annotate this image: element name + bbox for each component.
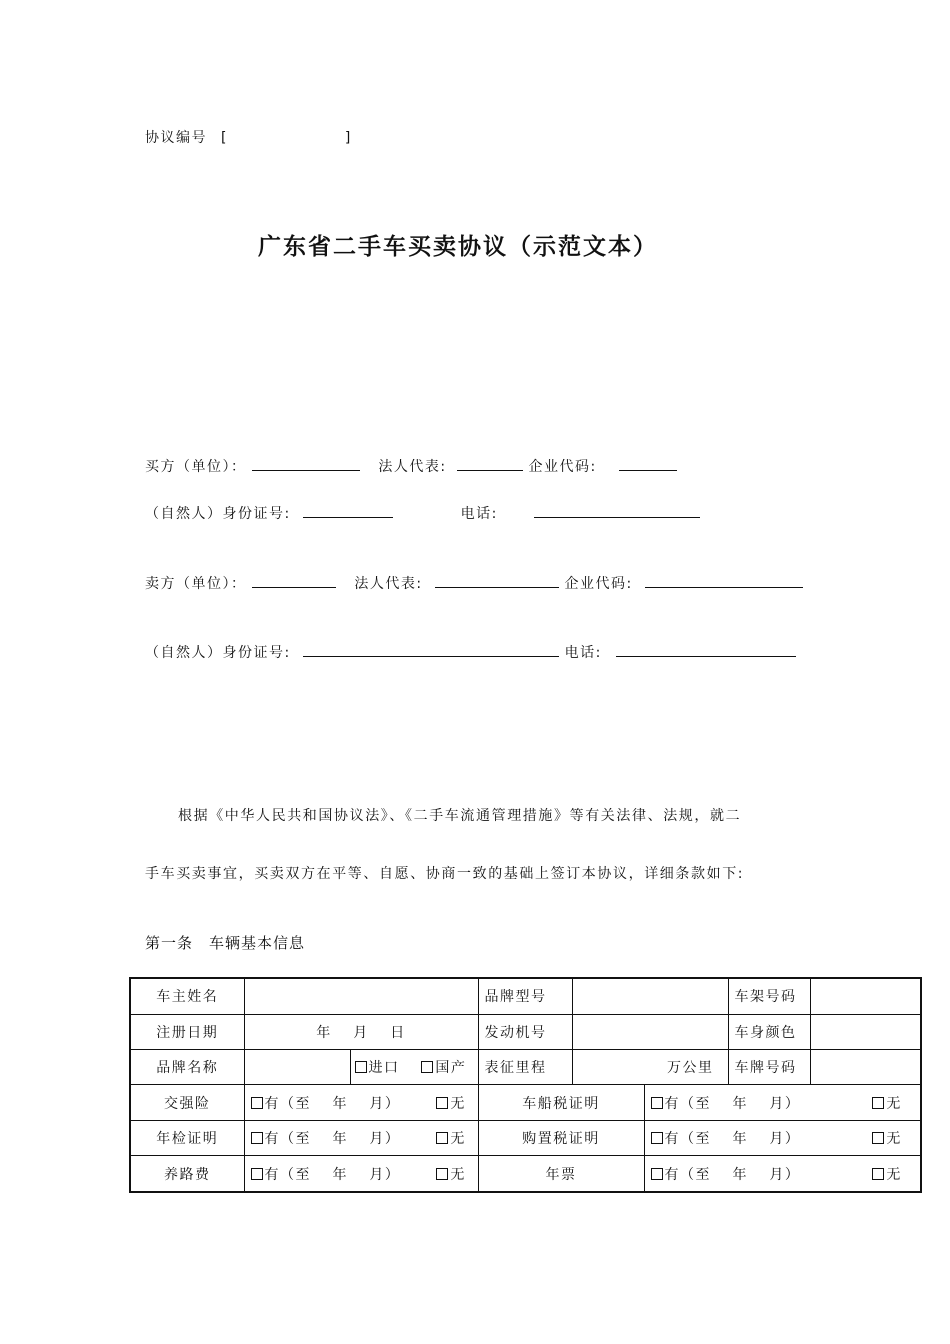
reg-date-label: 注册日期	[130, 1014, 244, 1049]
has-label: 有（至 年 月）	[664, 1131, 801, 1148]
seller-id-label: （自然人）身份证号:	[145, 645, 291, 661]
none-checkbox[interactable]	[872, 1168, 884, 1180]
none-checkbox[interactable]	[436, 1097, 448, 1109]
body-color-label: 车身颜色	[728, 1014, 810, 1049]
seller-row-2	[145, 642, 796, 662]
preamble-line-1: 根据《中华人民共和国协议法》、《二手车流通管理措施》等有关法律、法规，就二	[178, 808, 742, 824]
none-label: 无	[450, 1095, 466, 1112]
buyer-phone-label: 电话:	[460, 506, 498, 522]
plate-no-label: 车牌号码	[728, 1049, 810, 1084]
has-label: 有（至 年 月）	[264, 1095, 401, 1112]
table-row	[130, 1156, 921, 1192]
owner-name-field[interactable]	[244, 978, 478, 1014]
seller-legal-rep-field[interactable]	[435, 573, 559, 588]
road-fee-label: 养路费	[130, 1156, 244, 1192]
brand-model-field[interactable]	[572, 978, 728, 1014]
table-row	[130, 1049, 921, 1084]
plate-no-field[interactable]	[810, 1049, 921, 1084]
imported-label: 进口	[368, 1060, 400, 1077]
buyer-unit-label: 买方（单位）：	[145, 459, 247, 475]
none-label: 无	[450, 1131, 466, 1148]
buyer-id-label: （自然人）身份证号:	[145, 506, 291, 522]
has-checkbox[interactable]	[251, 1097, 263, 1109]
annual-inspection-label: 年检证明	[130, 1120, 244, 1155]
buyer-id-field[interactable]	[303, 503, 393, 518]
engine-no-field[interactable]	[572, 1014, 728, 1049]
document-title: 广东省二手车买卖协议（示范文本）	[258, 234, 658, 260]
mileage-label: 表征里程	[478, 1049, 572, 1084]
has-checkbox[interactable]	[651, 1097, 663, 1109]
agreement-number-row	[145, 127, 352, 147]
seller-phone-label: 电话:	[564, 645, 602, 661]
body-color-field[interactable]	[810, 1014, 921, 1049]
seller-unit-field[interactable]	[252, 573, 336, 588]
reg-date-field[interactable]: 年 月 日	[244, 1014, 478, 1049]
seller-row-1	[145, 573, 803, 593]
imported-checkbox[interactable]	[355, 1061, 367, 1073]
none-checkbox[interactable]	[872, 1132, 884, 1144]
seller-enterprise-code-field[interactable]	[645, 573, 803, 588]
preamble-line-2: 手车买卖事宜，买卖双方在平等、自愿、协商一致的基础上签订本协议，详细条款如下:	[145, 866, 745, 882]
none-checkbox[interactable]	[436, 1168, 448, 1180]
vessel-tax-label: 车船税证明	[478, 1085, 644, 1120]
none-label: 无	[450, 1166, 466, 1183]
bracket-close: ]	[344, 130, 352, 146]
buyer-unit-field[interactable]	[252, 456, 360, 471]
purchase-tax-options	[644, 1120, 921, 1155]
purchase-tax-label: 购置税证明	[478, 1120, 644, 1155]
none-checkbox[interactable]	[436, 1132, 448, 1144]
seller-legal-rep-label: 法人代表:	[354, 576, 423, 592]
brand-name-label: 品牌名称	[130, 1049, 244, 1084]
has-checkbox[interactable]	[251, 1132, 263, 1144]
section-heading: 第一条 车辆基本信息	[145, 934, 306, 952]
table-row	[130, 1120, 921, 1155]
agreement-number-label: 协议编号	[145, 130, 207, 146]
seller-unit-label: 卖方（单位）：	[145, 576, 247, 592]
origin-options	[350, 1049, 478, 1084]
annual-inspection-options	[244, 1120, 478, 1155]
none-label: 无	[886, 1166, 902, 1183]
bracket-open: [	[220, 130, 228, 146]
vessel-tax-options	[644, 1085, 921, 1120]
seller-enterprise-code-label: 企业代码:	[564, 576, 633, 592]
domestic-checkbox[interactable]	[421, 1061, 433, 1073]
owner-name-label: 车主姓名	[130, 978, 244, 1014]
none-checkbox[interactable]	[872, 1097, 884, 1109]
engine-no-label: 发动机号	[478, 1014, 572, 1049]
buyer-enterprise-code-label: 企业代码:	[528, 459, 597, 475]
seller-phone-field[interactable]	[616, 642, 796, 657]
vehicle-info-table	[129, 977, 922, 1193]
mileage-unit: 万公里	[667, 1060, 714, 1077]
buyer-row-1	[145, 456, 677, 476]
has-checkbox[interactable]	[651, 1132, 663, 1144]
road-fee-options	[244, 1156, 478, 1192]
seller-id-field[interactable]	[303, 642, 559, 657]
buyer-legal-rep-field[interactable]	[457, 456, 523, 471]
none-label: 无	[886, 1095, 902, 1112]
has-label: 有（至 年 月）	[264, 1131, 401, 1148]
table-row	[130, 1014, 921, 1049]
has-checkbox[interactable]	[651, 1168, 663, 1180]
domestic-label: 国产	[435, 1060, 467, 1077]
brand-model-label: 品牌型号	[478, 978, 572, 1014]
table-row	[130, 1085, 921, 1120]
annual-ticket-label: 年票	[478, 1156, 644, 1192]
compulsory-insurance-label: 交强险	[130, 1085, 244, 1120]
buyer-legal-rep-label: 法人代表:	[378, 459, 447, 475]
table-row	[130, 978, 921, 1014]
buyer-enterprise-code-field[interactable]	[619, 456, 677, 471]
has-label: 有（至 年 月）	[664, 1095, 801, 1112]
annual-ticket-options	[644, 1156, 921, 1192]
has-label: 有（至 年 月）	[664, 1166, 801, 1183]
buyer-phone-field[interactable]	[534, 503, 700, 518]
mileage-field[interactable]	[572, 1049, 728, 1084]
none-label: 无	[886, 1131, 902, 1148]
vin-field[interactable]	[810, 978, 921, 1014]
buyer-row-2	[145, 503, 700, 523]
has-checkbox[interactable]	[251, 1168, 263, 1180]
has-label: 有（至 年 月）	[264, 1166, 401, 1183]
vin-label: 车架号码	[728, 978, 810, 1014]
compulsory-insurance-options	[244, 1085, 478, 1120]
brand-name-field[interactable]	[244, 1049, 350, 1084]
